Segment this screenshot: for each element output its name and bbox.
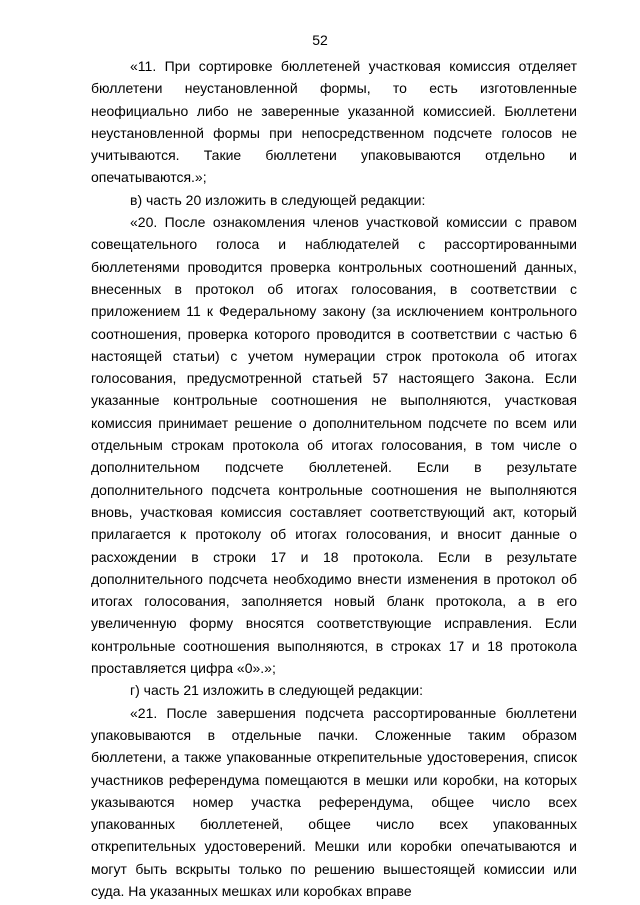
paragraph-amend-part-21: г) часть 21 изложить в следующей редакции:: [130, 682, 424, 699]
paragraph-part-11-text: «11. При сортировке бюллетеней участковая комиссия отделяет бюллетени неустановленной формы, то есть изготовленные неофициально либо не заверенные указанной комиссией. Бюллетени неустановленной формы при непосредственном подсчете голосов не учитываются. Такие бюллетени упаковываются отдельно и опечатываются.»;: [91, 58, 577, 186]
page-number: 52: [312, 32, 328, 48]
paragraph-part-20-text: «20. После ознакомления членов участковой комиссии с правом совещательного голоса и наблюдателей с рассортированными бюллетенями проводится проверка контрольных соотношений данных, внесенных в протокол об итогах голосования, в соответствии с приложением 11 к Федеральному закону (за исключением контрольного соотношения, проверка которого проводится в соответствии с частью 6 настоящей статьи) с учетом нумерации строк протокола об итогах голосования, предусмотренной статьей 57 настоящего Закона. Если указанные контрольные соотношения не выполняются, участковая комиссия принимает решение о дополнительном подсчете по всем или отдельным строкам протокола об итогах голосования, в том числе о дополнительном подсчете бюллетеней. Если в результате дополнительного подсчета контрольные соотношения не выполняются вновь, участковая комиссия составляет соответствующий акт, который прилагается к протоколу об итогах голосования, и вносит данные о расхождении в строки 17 и 18 протокола. Если в результате дополнительного подсчета необходимо внести изменения в протокол об итогах голосования, заполняется новый бланк протокола, а в его увеличенную форму вносятся соответствующие исправления. Если контрольные соотношения выполняются, в строках 17 и 18 протокола проставляется цифра «0».»;: [91, 214, 577, 677]
paragraph-amend-part-20: в) часть 20 изложить в следующей редакции:: [130, 191, 426, 208]
document-body: [91, 55, 577, 902]
paragraph-part-21-text: «21. После завершения подсчета рассортированные бюллетени упаковываются в отдельные пачки. Сложенные таким образом бюллетени, а также упакованные открепительные удостоверения, список участников референдума помещаются в мешки или коробки, на которых указываются номер участка референдума, общее число всех упакованных бюллетеней, общее число всех упакованных открепительных удостоверений. Мешки или коробки опечатываются и могут быть вскрыты только по решению вышестоящей комиссии или суда. На указанных мешках или коробках вправе: [91, 704, 577, 899]
